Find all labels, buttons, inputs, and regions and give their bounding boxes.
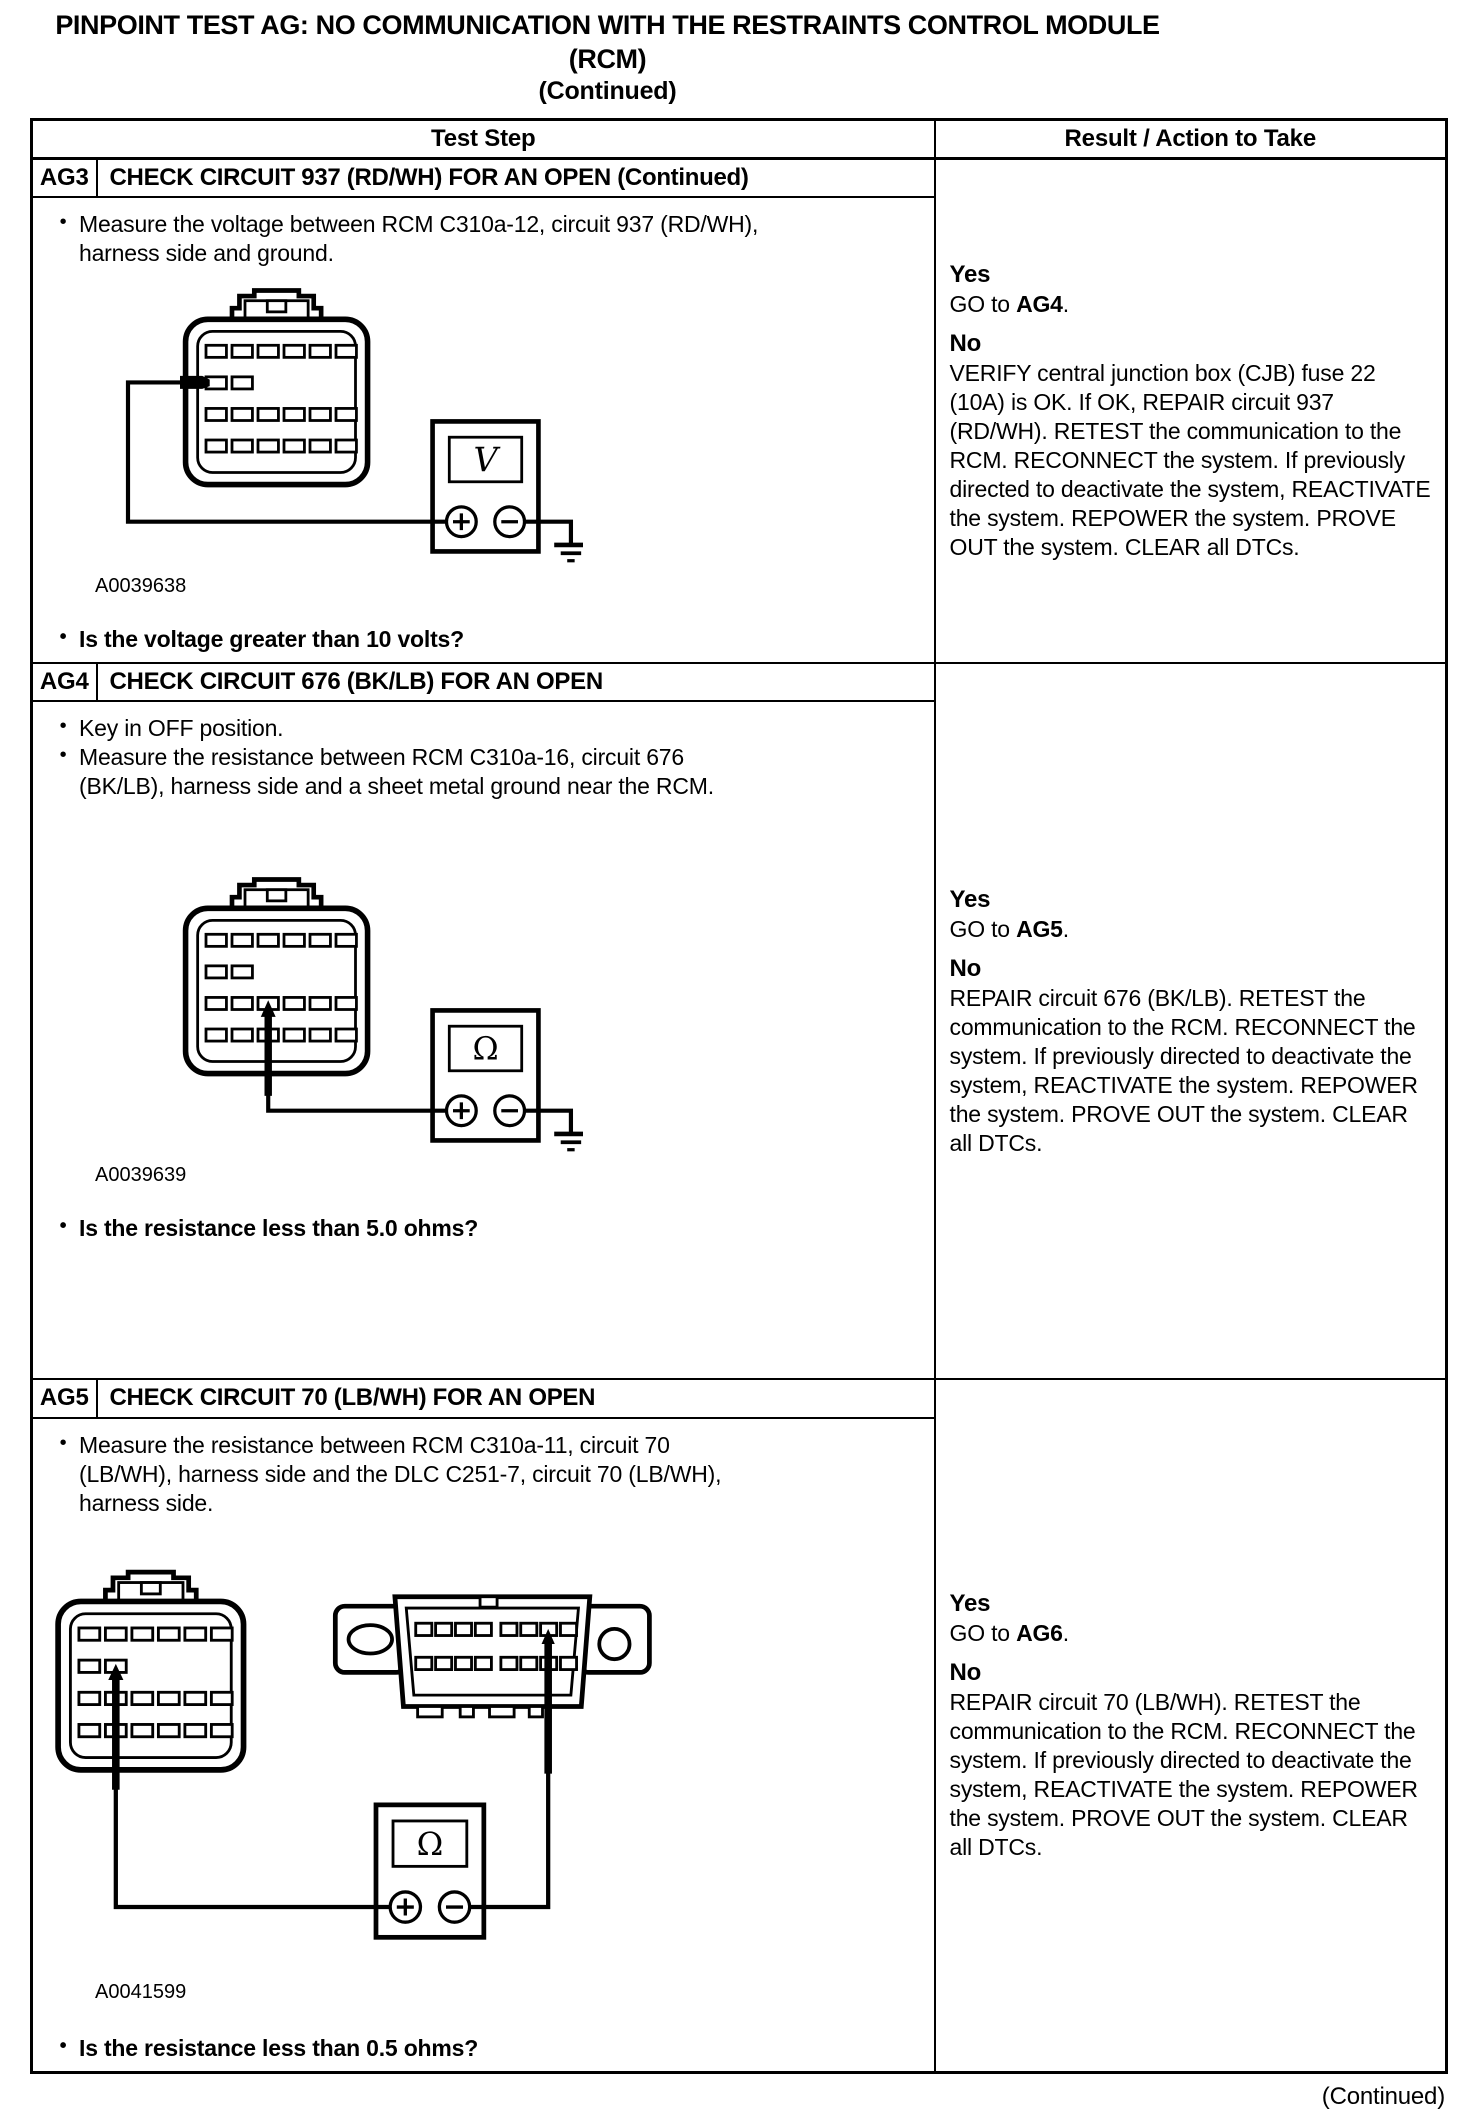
page-title: PINPOINT TEST AG: NO COMMUNICATION WITH THE RESTRAINTS CONTROL MODULE (RCM) (55, 10, 1160, 75)
bullet-icon: • (59, 1215, 67, 1238)
dlc-connector-drawing (335, 1597, 649, 1717)
ag4-steps-cell (32, 701, 935, 1379)
ag5-header-row (32, 1379, 1447, 1417)
probe-shaft (265, 1016, 272, 1096)
bullet-icon: • (59, 715, 67, 738)
page-title-continued: (Continued) (538, 77, 677, 106)
meter-symbol-text: Ω (416, 1825, 444, 1864)
ag4-bullet-2: • Measure the resistance between RCM C310a-16, circuit 676 (BK/LB), harness side and a sheet metal ground near the RCM. (33, 743, 934, 801)
ag3-steps-cell (32, 197, 935, 663)
ag5-no-action: REPAIR circuit 70 (LB/WH). RETEST the communication to the RCM. RECONNECT the system. If previously directed to deactivate the system, REACTIVATE the system. REPOWER the system. PROVE OUT the system. CLEAR all DTCs. (949, 1689, 1418, 1861)
ag4-yes-label: Yes (949, 885, 991, 913)
bullet-icon: • (59, 211, 67, 233)
column-header-test-step: Test Step (32, 119, 935, 158)
test-lead-wire (268, 1094, 446, 1111)
probe (180, 376, 210, 389)
ag3-circuit-figure (63, 282, 934, 572)
page-footer-continued: (Continued) (1321, 2082, 1445, 2110)
ag4-question: • Is the resistance less than 5.0 ohms? (33, 1214, 934, 1243)
ag5-step-title: CHECK CIRCUIT 70 (LB/WH) FOR AN OPEN (97, 1379, 935, 1417)
ag3-header-row (32, 158, 1447, 197)
meter-symbol-text: V (473, 440, 498, 480)
ag5-steps-cell (32, 1418, 935, 2073)
meter-symbol-text: Ω (472, 1031, 499, 1068)
ag3-figure-id: A0039638 (95, 574, 187, 597)
ag4-no-label: No (949, 954, 982, 982)
ag4-figure-id: A0039639 (95, 1164, 187, 1187)
ag3-step-id: AG3 (32, 158, 97, 197)
ag5-step-id: AG5 (32, 1379, 97, 1417)
title-block (30, 8, 1185, 108)
ag5-result-cell (935, 1379, 1447, 2072)
bullet-icon: • (59, 744, 67, 767)
column-header-result-action: Result / Action to Take (935, 119, 1447, 158)
ag4-circuit-figure (63, 871, 934, 1161)
bullet-icon: • (59, 1431, 67, 1454)
ag4-step-title: CHECK CIRCUIT 676 (BK/LB) FOR AN OPEN (97, 663, 935, 701)
ag3-question: • Is the voltage greater than 10 volts? (33, 625, 934, 654)
ag4-result-cell (935, 663, 1447, 1379)
ag3-bullet-1: • Measure the voltage between RCM C310a-12, circuit 937 (RD/WH), harness side and ground. (33, 210, 934, 268)
ag5-yes-action: GO to AG6. (949, 1620, 1069, 1647)
ag4-yes-action: GO to AG5. (949, 915, 1069, 942)
ag3-yes-target: AG4 (1016, 291, 1063, 318)
ag4-step-id: AG4 (32, 663, 97, 701)
ag3-result-cell (935, 158, 1447, 663)
table-header-row (32, 119, 1447, 158)
bullet-icon: • (59, 626, 67, 649)
ag5-circuit-diagram (37, 1557, 662, 1978)
ag3-step-title: CHECK CIRCUIT 937 (RD/WH) FOR AN OPEN (Continued) (97, 158, 935, 197)
ag5-bullet-1: • Measure the resistance between RCM C310a-11, circuit 70 (LB/WH), harness side and the DLC C251-7, circuit 70 (LB/WH), harness side. (33, 1431, 934, 1518)
ag5-question: • Is the resistance less than 0.5 ohms? (33, 2034, 934, 2063)
ag5-circuit-figure (37, 1557, 934, 1978)
probe-shaft-right (544, 1644, 552, 1775)
bullet-icon: • (59, 2034, 67, 2057)
test-lead-wire-left (116, 1789, 390, 1907)
ag3-yes-label: Yes (949, 260, 991, 288)
ag3-yes-action: GO to AG4. (949, 291, 1069, 318)
ag5-yes-label: Yes (949, 1589, 991, 1617)
pinpoint-test-table (30, 118, 1448, 2074)
ag5-yes-target: AG6 (1016, 1620, 1063, 1647)
ag4-bullet-1: • Key in OFF position. (33, 714, 934, 743)
ag4-no-action: REPAIR circuit 676 (BK/LB). RETEST the communication to the RCM. RECONNECT the system. If previously directed to deactivate the system, REACTIVATE the system. REPOWER the system. PROVE OUT the system. CLEAR all DTCs. (949, 985, 1418, 1156)
ag3-no-label: No (949, 330, 982, 358)
probe-shaft-left (112, 1680, 120, 1791)
ag5-figure-id: A0041599 (95, 1981, 187, 2004)
ag4-header-row (32, 663, 1447, 701)
ag5-no-label: No (949, 1659, 982, 1687)
ag4-circuit-diagram (63, 871, 583, 1161)
ag3-no-action: VERIFY central junction box (CJB) fuse 22 (10A) is OK. If OK, REPAIR circuit 937 (RD/WH). RETEST the communication to the RCM. RECONNECT the system. If previously directed to deactivate the system, REACTIVATE the system. REPOWER the system. PROVE OUT the system. CLEAR all DTCs. (949, 360, 1431, 561)
ag4-yes-target: AG5 (1016, 915, 1063, 942)
ag3-circuit-diagram (63, 282, 583, 572)
